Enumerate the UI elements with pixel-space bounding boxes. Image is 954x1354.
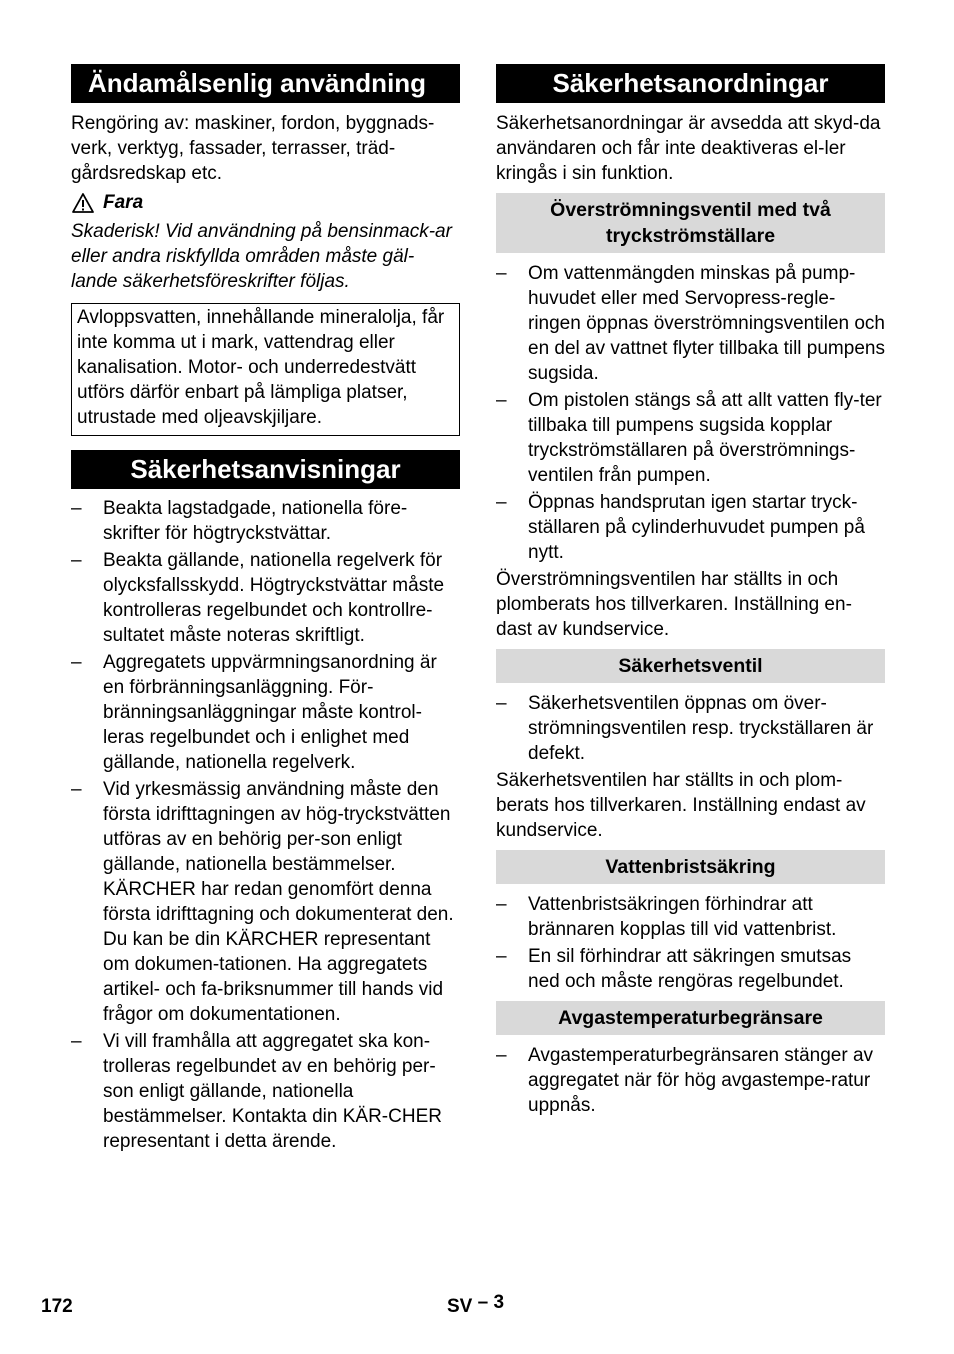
language-code: SV [447, 1296, 473, 1317]
section-heading-safety-devices: Säkerhetsanordningar [496, 64, 885, 103]
wastewater-note-box: Avloppsvatten, innehållande mineralolja, får inte komma ut i mark, vattendrag eller kanalisation. Motor- och underredestvätt utförs därför enbart på lämpliga platser, utrustade med oljeavskjiljare. [71, 303, 460, 436]
intended-use-text: Rengöring av: maskiner, fordon, byggnads-verk, verktyg, fassader, terrasser, träd-gårdsredskap etc. [71, 113, 435, 184]
list-item: – Om vattenmängden minskas på pump-huvudet eller med Servopress-regle-ringen öppnas överströmningsventilen och en del av vattnet flyter tillbaka till pumpens sugsida. [496, 263, 885, 384]
list-item: – Säkerhetsventilen öppnas om över-strömningsventilen resp. tryckställaren är defekt. [496, 693, 874, 764]
subheading-safety-valve: Säkerhetsventil [496, 649, 885, 683]
list-item: – Beakta lagstadgade, nationella före-skrifter för högtryckstvättar. [71, 498, 408, 544]
subheading-overflow-valve: Överströmningsventil med två tryckströmställare [496, 193, 885, 253]
section-heading-safety-instructions: Säkerhetsanvisningar [71, 450, 460, 489]
page-number: 172 [41, 1296, 73, 1317]
danger-label: Fara [103, 192, 144, 213]
safety-devices-intro: Säkerhetsanordningar är avsedda att skyd-da användaren och får inte deaktiveras el-ler kringås i sin funktion. [496, 113, 881, 184]
list-item: – En sil förhindrar att säkringen smutsas ned och måste rengöras regelbundet. [496, 946, 852, 992]
page-language-label [447, 1292, 505, 1318]
list-item: – Avgastemperaturbegränsaren stänger av aggregatet när för hög avgastempe-ratur uppnås. [496, 1045, 874, 1116]
list-item: – Vi vill framhålla att aggregatet ska kon-trolleras regelbundet av en behörig per-son enligt gällande, nationella bestämmelser. Kontakta din KÄR-CHER representant i detta ärende. [71, 1031, 442, 1152]
list-item: – Vid yrkesmässig användning måste den första idrifttagningen av hög-tryckstvätten utföras av en behörig per-son enligt gällande, nationella bestämmelser. KÄRCHER har redan genomfört denna första idrifttagning och dokumenterat den. Du kan be din KÄRCHER representant om dokumen-tationen. Ha aggregatets artikel- och fa-briksnummer till hands vid frågor om dokumentationen. [71, 779, 454, 1025]
danger-warning-text: Skaderisk! Vid användning på bensinmack-ar eller andra riskfyllda områden måste gäl-lande säkerhetsföreskrifter följas. [71, 221, 452, 292]
list-item: – Aggregatets uppvärmningsanordning är en förbränningsanläggning. För-bränningsanläggningar måste kontrol-leras regelbundet och i enlighet med gällande, nationella regelverk. [71, 652, 437, 773]
list-item: – Om pistolen stängs så att allt vatten fly-ter tillbaka till pumpens sugsida kopplar tryckströmställaren på överströmnings-ventilen från pumpen. [496, 390, 882, 486]
subheading-exhaust-temperature-limiter: Avgastemperaturbegränsare [496, 1001, 885, 1035]
subheading-water-shortage-protection: Vattenbristsäkring [496, 850, 885, 884]
water-shortage-list [496, 892, 885, 994]
section-page-number: – 3 [477, 1292, 505, 1313]
danger-warning-row [71, 190, 460, 215]
right-column [496, 64, 885, 1120]
list-item: – Öppnas handsprutan igen startar tryck-ställaren på cylinderhuvudet pumpen på nytt. [496, 492, 865, 563]
section-heading-intended-use: Ändamålsenlig användning [71, 64, 460, 103]
safety-valve-note: Säkerhetsventilen har ställts in och plom-berats hos tillverkaren. Inställning endast av kundservice. [496, 770, 866, 841]
warning-triangle-icon [71, 192, 95, 214]
overflow-valve-note: Överströmningsventilen har ställts in och plomberats hos tillverkaren. Inställning en-dast av kundservice. [496, 569, 852, 640]
list-item: – Vattenbristsäkringen förhindrar att brännaren kopplas till vid vattenbrist. [496, 894, 837, 940]
overflow-valve-list [496, 261, 885, 565]
exhaust-limiter-list [496, 1043, 885, 1118]
list-item: – Beakta gällande, nationella regelverk för olycksfallsskydd. Högtryckstvättar måste kontrolleras regelbundet och kontrollre-sultatet måste noteras skriftligt. [71, 550, 445, 646]
safety-instructions-list [71, 496, 460, 1154]
left-column [71, 64, 460, 1156]
safety-valve-list [496, 691, 885, 766]
